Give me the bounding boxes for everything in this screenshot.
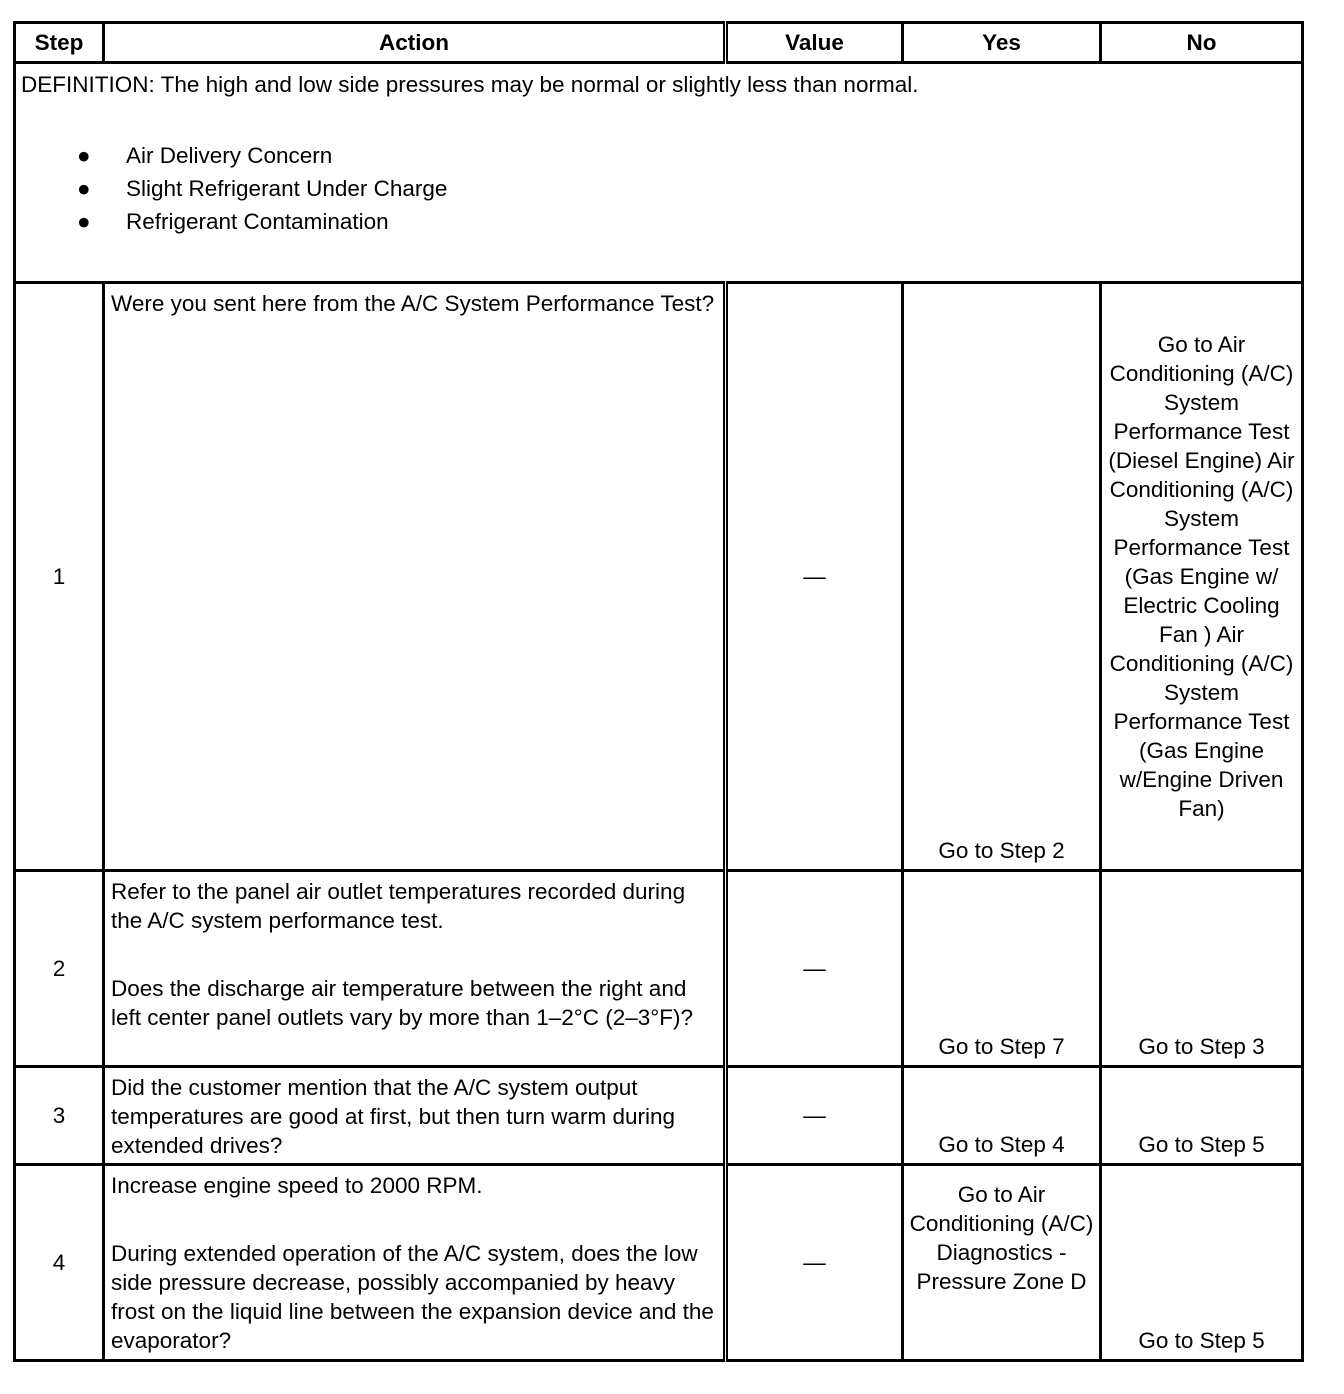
- bullet-icon: ●: [77, 209, 91, 234]
- step-number: 4: [15, 1165, 104, 1361]
- bullet-text: Slight Refrigerant Under Charge: [126, 176, 448, 201]
- definition-list: [21, 139, 1296, 238]
- value-cell: —: [726, 1165, 903, 1361]
- action-text: Refer to the panel air outlet temperatures recorded during the A/C system performance test.: [111, 879, 686, 933]
- yes-cell: Go to Step 7: [903, 871, 1101, 1067]
- header-no: No: [1101, 23, 1303, 63]
- definition-text: DEFINITION: The high and low side pressures may be normal or slightly less than normal.: [21, 72, 919, 97]
- diagnostic-table: [13, 21, 1304, 1362]
- action-text: Did the customer mention that the A/C system output temperatures are good at first, but then turn warm during extended drives?: [111, 1075, 676, 1158]
- step-number: 1: [15, 283, 104, 871]
- table-row: [15, 1165, 1303, 1361]
- action-text: Increase engine speed to 2000 RPM.: [111, 1173, 483, 1198]
- step-number: 3: [15, 1067, 104, 1165]
- header-yes: Yes: [903, 23, 1101, 63]
- action-cell: [104, 1067, 726, 1165]
- list-item: [21, 139, 1296, 172]
- value-cell: —: [726, 1067, 903, 1165]
- list-item: [21, 205, 1296, 238]
- yes-cell: Go to Air Conditioning (A/C) Diagnostics - Pressure Zone D: [903, 1165, 1101, 1361]
- bullet-icon: ●: [77, 143, 91, 168]
- yes-cell: Go to Step 4: [903, 1067, 1101, 1165]
- value-cell: —: [726, 871, 903, 1067]
- table-row: [15, 871, 1303, 1067]
- no-cell: Go to Air Conditioning (A/C) System Performance Test (Diesel Engine) Air Conditioning (A/C) System Performance Test (Gas Engine w/ Electric Cooling Fan ) Air Conditioning (A/C) System Performance Test (Gas Engine w/Engine Driven Fan): [1101, 283, 1303, 871]
- no-cell: Go to Step 3: [1101, 871, 1303, 1067]
- action-text: During extended operation of the A/C system, does the low side pressure decrease, possibly accompanied by heavy frost on the liquid line between the expansion device and the evaporator?: [111, 1241, 714, 1353]
- table-row: [15, 283, 1303, 871]
- header-row: [15, 23, 1303, 63]
- no-cell: Go to Step 5: [1101, 1165, 1303, 1361]
- action-cell: [104, 1165, 726, 1361]
- yes-cell: Go to Step 2: [903, 283, 1101, 871]
- definition-row: [15, 63, 1303, 283]
- header-action: Action: [104, 23, 726, 63]
- definition-cell: [15, 63, 1303, 283]
- action-text: Were you sent here from the A/C System Performance Test?: [111, 291, 715, 316]
- table-row: [15, 1067, 1303, 1165]
- bullet-text: Air Delivery Concern: [126, 143, 333, 168]
- action-cell: [104, 871, 726, 1067]
- list-item: [21, 172, 1296, 205]
- bullet-text: Refrigerant Contamination: [126, 209, 389, 234]
- bullet-icon: ●: [77, 176, 91, 201]
- value-cell: —: [726, 283, 903, 871]
- action-cell: [104, 283, 726, 871]
- header-step: Step: [15, 23, 104, 63]
- header-value: Value: [726, 23, 903, 63]
- action-text: Does the discharge air temperature between the right and left center panel outlets vary by more than 1–2°C (2–3°F)?: [111, 976, 694, 1030]
- step-number: 2: [15, 871, 104, 1067]
- no-cell: Go to Step 5: [1101, 1067, 1303, 1165]
